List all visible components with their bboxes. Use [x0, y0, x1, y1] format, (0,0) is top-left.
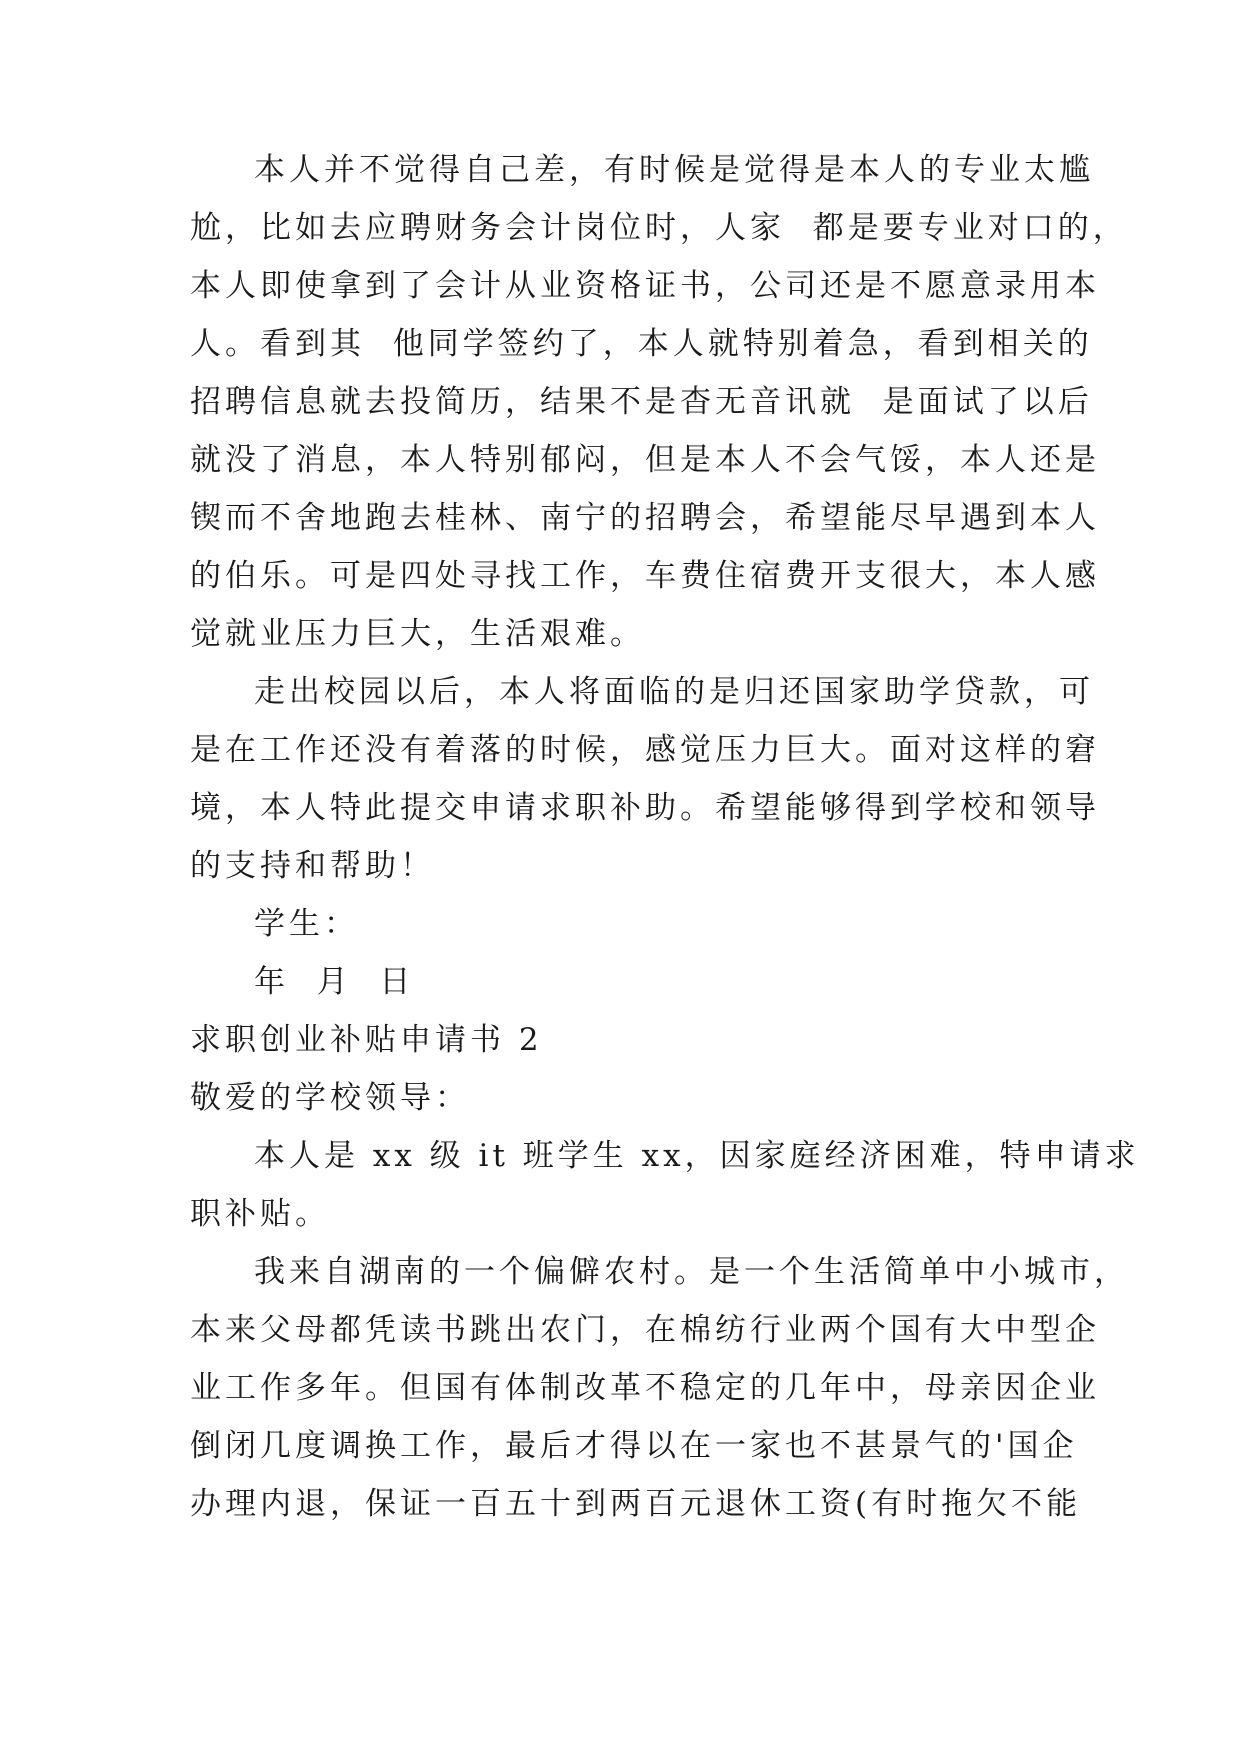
- text-line: 境，本人特此提交申请求职补助。希望能够得到学校和领导: [190, 790, 1100, 826]
- text-line: 是在工作还没有着落的时候，感觉压力巨大。面对这样的窘: [190, 732, 1100, 768]
- text-line: 我来自湖南的一个偏僻农村。是一个生活简单中小城市，: [254, 1254, 1129, 1290]
- date-label: 年 月 日: [254, 964, 415, 1000]
- section-title: 求职创业补贴申请书 2: [190, 1022, 543, 1058]
- text-line: 办理内退，保证一百五十到两百元退休工资(有时拖欠不能: [190, 1486, 1082, 1522]
- text-line: 觉就业压力巨大，生活艰难。: [190, 616, 645, 652]
- text-line: 的支持和帮助！: [190, 848, 435, 884]
- text-line: 的伯乐。可是四处寻找工作，车费住宿费开支很大，本人感: [190, 558, 1100, 594]
- text-line: 本人即使拿到了会计从业资格证书，公司还是不愿意录用本: [190, 268, 1100, 304]
- text-line: 业工作多年。但国有体制改革不稳定的几年中，母亲因企业: [190, 1370, 1100, 1406]
- text-line: 本人是 xx 级 it 班学生 xx，因家庭经济困难，特申请求: [254, 1138, 1140, 1174]
- text-line: 就没了消息，本人特别郁闷，但是本人不会气馁，本人还是: [190, 442, 1100, 478]
- text-line: 招聘信息就去投简历，结果不是杳无音讯就 是面试了以后: [190, 384, 1093, 420]
- text-line: 锲而不舍地跑去桂林、南宁的招聘会，希望能尽早遇到本人: [190, 500, 1100, 536]
- text-line: 本人并不觉得自己差，有时候是觉得是本人的专业太尴: [254, 152, 1094, 188]
- text-line: 倒闭几度调换工作，最后才得以在一家也不甚景气的'国企: [190, 1428, 1078, 1464]
- text-line: 本来父母都凭读书跳出农门，在棉纺行业两个国有大中型企: [190, 1312, 1100, 1348]
- text-line: 走出校园以后，本人将面临的是归还国家助学贷款，可: [254, 674, 1094, 710]
- student-signature-label: 学生：: [254, 906, 359, 942]
- text-line: 人。看到其 他同学签约了，本人就特别着急，看到相关的: [190, 326, 1093, 362]
- text-line: 尬，比如去应聘财务会计岗位时，人家 都是要专业对口的，: [190, 210, 1128, 246]
- salutation: 敬爱的学校领导：: [190, 1080, 470, 1116]
- text-line: 职补贴。: [190, 1196, 330, 1232]
